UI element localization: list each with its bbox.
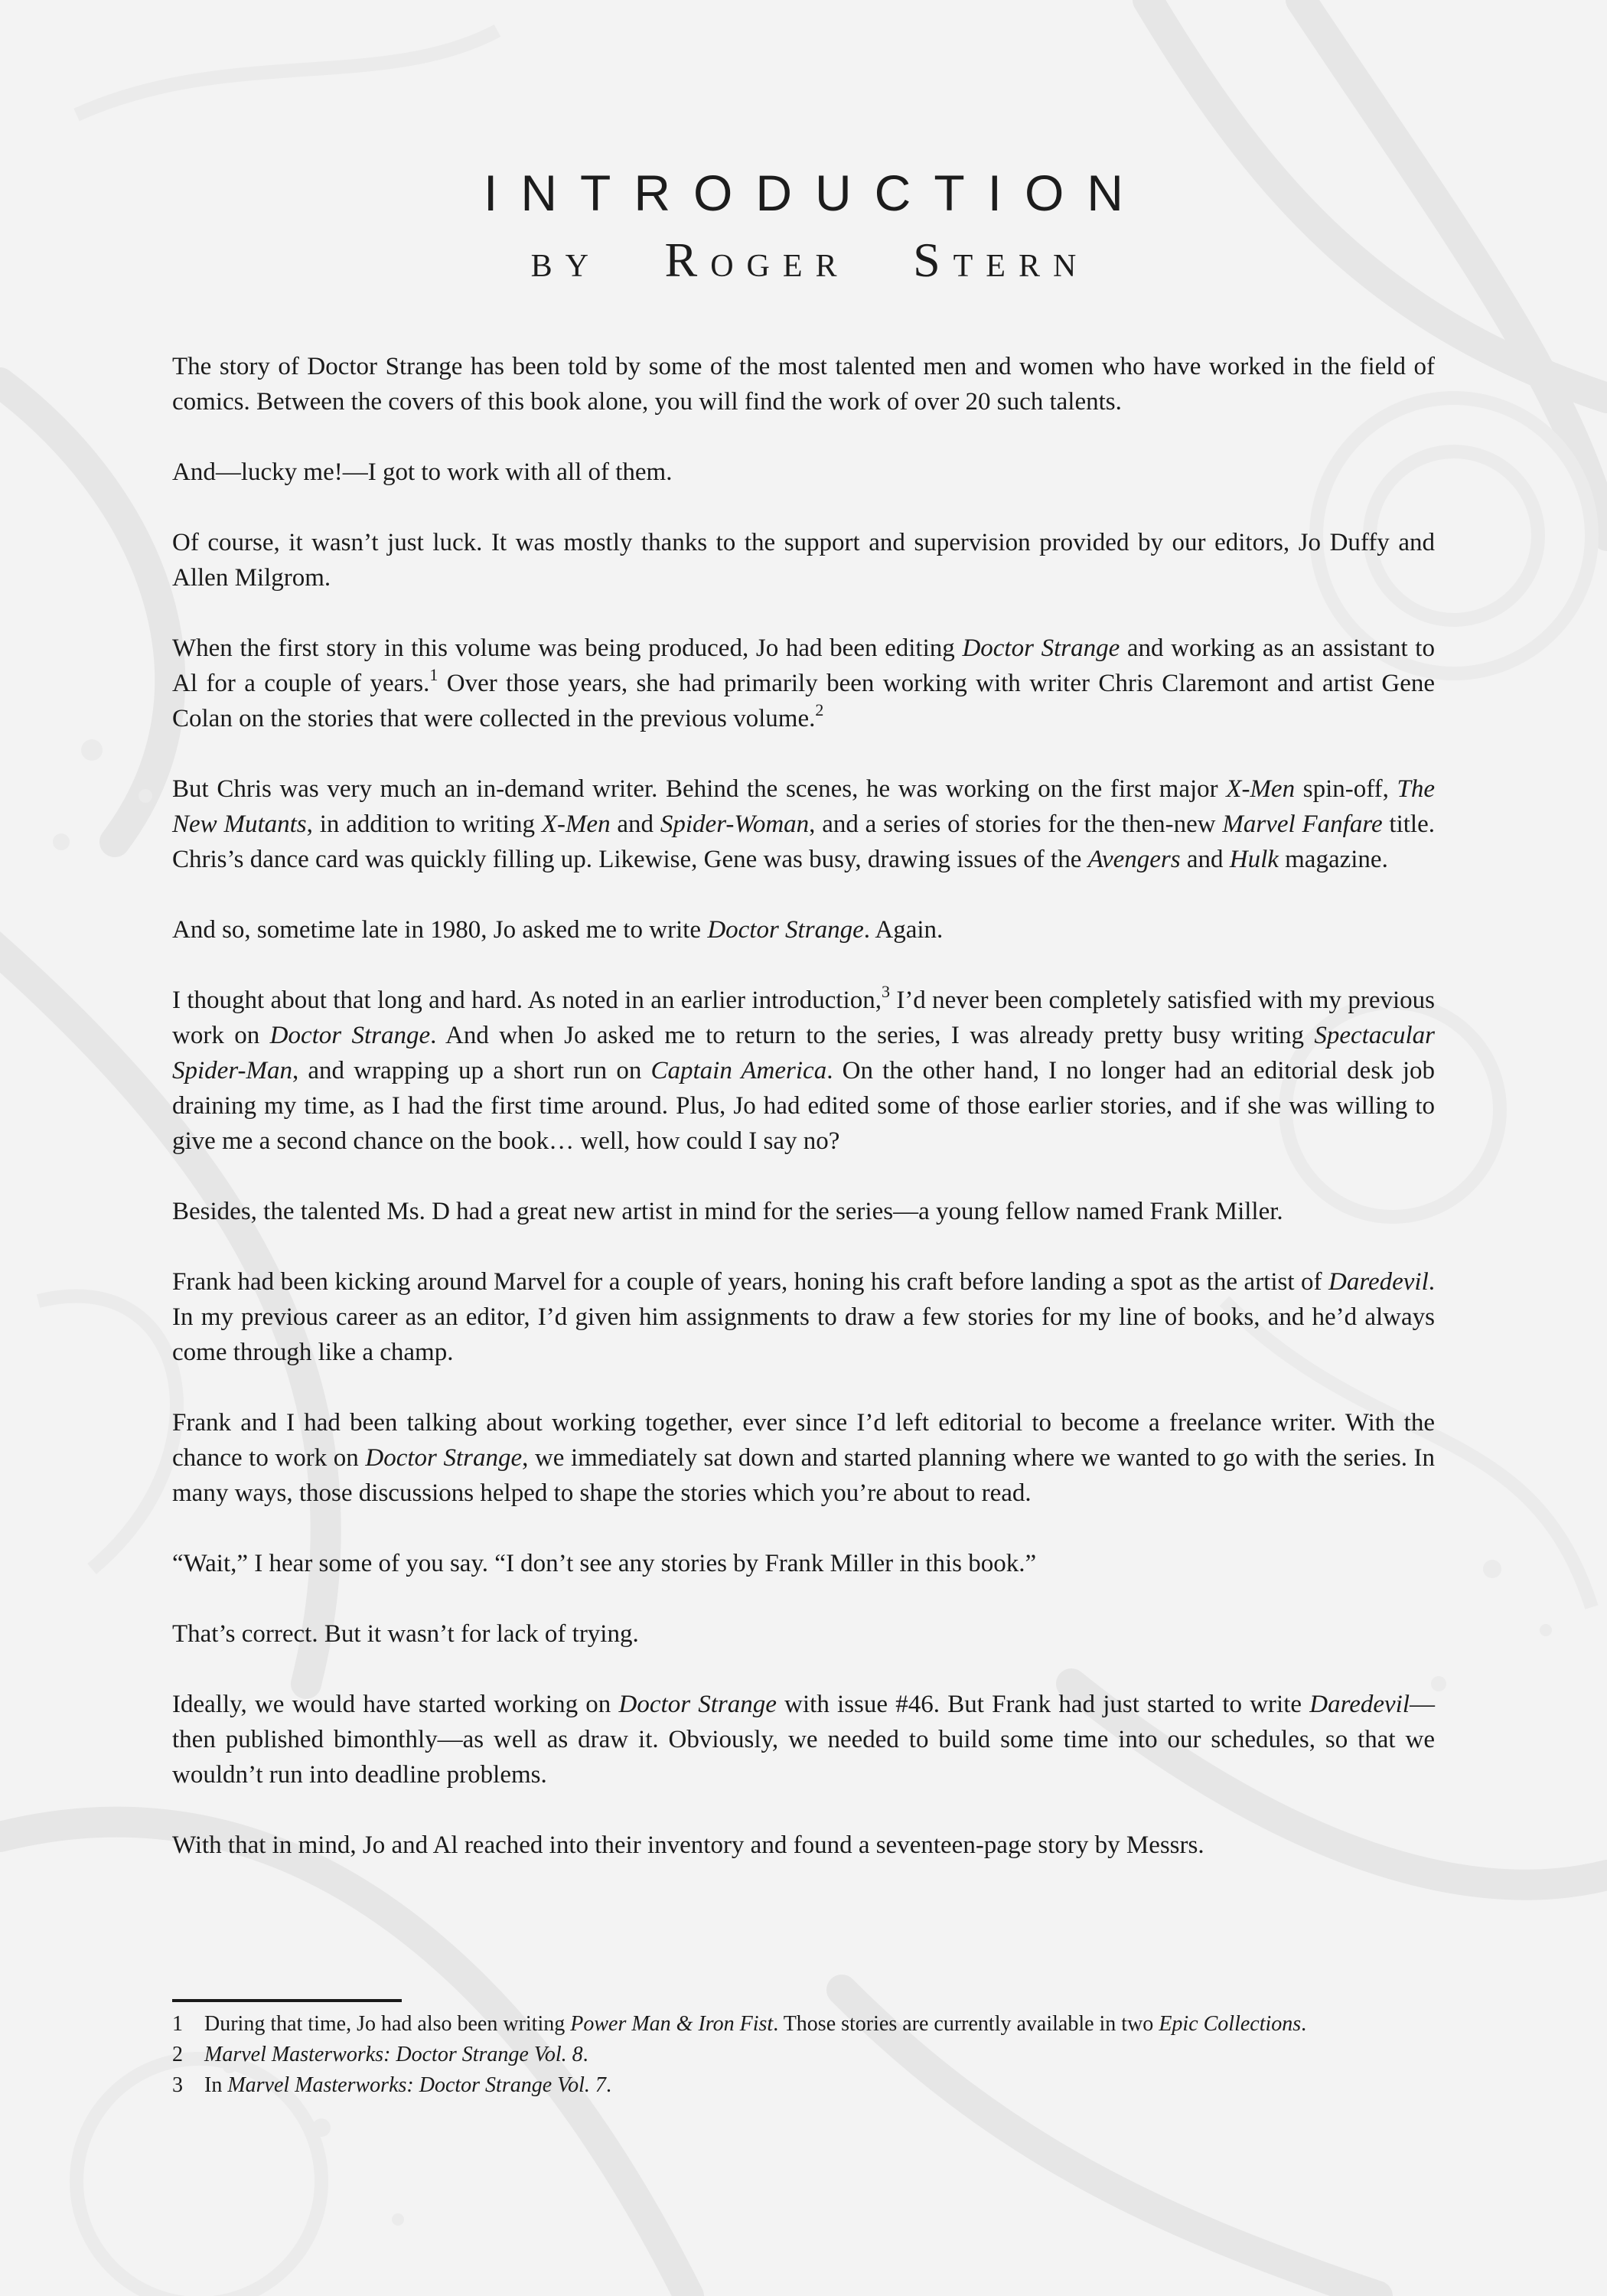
italic-title: Doctor Strange bbox=[962, 634, 1120, 662]
italic-title: Marvel Fanfare bbox=[1222, 810, 1383, 838]
italic-title: Avengers bbox=[1087, 846, 1181, 873]
paragraph-11: “Wait,” I hear some of you say. “I don’t see any stories by Frank Miller in this book.” bbox=[172, 1550, 1037, 1577]
italic-title: The New Mutants bbox=[172, 775, 1435, 838]
paragraph-3: Of course, it wasn’t just luck. It was mostly thanks to the support and supervision provided by our editors, Jo Duffy and Allen Milgrom. bbox=[172, 529, 1435, 592]
text-span: , and wrapping up a short run on bbox=[292, 1057, 651, 1084]
italic-title: Doctor Strange bbox=[707, 916, 864, 944]
italic-title: Daredevil bbox=[1328, 1268, 1429, 1296]
footnote-number: 2 bbox=[172, 2043, 183, 2066]
text-span: During that time, Jo had also been writing bbox=[204, 2012, 571, 2036]
text-span: magazine. bbox=[1278, 846, 1388, 873]
text-span: I thought about that long and hard. As noted in an earlier introduction, bbox=[172, 987, 882, 1014]
footnote-ref-3[interactable]: 3 bbox=[881, 982, 890, 1001]
text-span: Frank and I had been talking about working together, ever since I’d left editorial to become a freelance writer. With the chance to work on bbox=[172, 1409, 1435, 1472]
text-span: and working as an assistant to Al for a couple of years. bbox=[172, 634, 1435, 697]
byline-last-initial: S bbox=[913, 233, 953, 287]
italic-title: Doctor Strange bbox=[618, 1691, 777, 1718]
paragraph-8: Besides, the talented Ms. D had a great new artist in mind for the series—a young fellow named Frank Miller. bbox=[172, 1198, 1283, 1225]
footnote-divider bbox=[172, 1999, 402, 2002]
italic-title: Marvel Masterworks: Doctor Strange Vol. 7 bbox=[227, 2073, 606, 2097]
paragraph-9 bbox=[172, 1264, 1435, 1370]
paragraph-1: The story of Doctor Strange has been told by some of the most talented men and women who have worked in the field of comics. Between the covers of this book alone, you will find the work of over 20 such talents. bbox=[172, 353, 1435, 416]
text-span: In bbox=[204, 2073, 228, 2097]
italic-title: Daredevil bbox=[1309, 1691, 1410, 1718]
text-span: I’d never been completely satisfied with my previous work on bbox=[172, 987, 1435, 1049]
text-span: When the first story in this volume was being produced, Jo had been editing bbox=[172, 634, 963, 662]
footnote-text bbox=[204, 2040, 1435, 2069]
paragraph-5 bbox=[172, 771, 1435, 877]
footnote-text bbox=[204, 2071, 1435, 2100]
byline-by: BY bbox=[530, 249, 602, 284]
text-span: with issue #46. But Frank had just started to write bbox=[776, 1691, 1310, 1718]
text-span: . And when Jo asked me to return to the series, I was already pretty busy writing bbox=[430, 1022, 1315, 1049]
body-text bbox=[172, 349, 1435, 1898]
footnote-number: 3 bbox=[172, 2073, 183, 2097]
footnote-ref-2[interactable]: 2 bbox=[815, 700, 824, 719]
text-span: . bbox=[582, 2043, 588, 2066]
italic-title: Doctor Strange bbox=[365, 1444, 523, 1472]
italic-title: Spider-Woman bbox=[660, 810, 810, 838]
text-span: . bbox=[1301, 2012, 1307, 2036]
paragraph-10 bbox=[172, 1405, 1435, 1511]
paragraph-12: That’s correct. But it wasn’t for lack of trying. bbox=[172, 1620, 639, 1648]
text-span: . In my previous career as an editor, I’d given him assignments to draw a few stories for my line of books, and he’d always come through like a champ. bbox=[172, 1268, 1435, 1366]
italic-title: Power Man & Iron Fist bbox=[570, 2012, 774, 2036]
text-span: Ideally, we would have started working on bbox=[172, 1691, 619, 1718]
text-span: . On the other hand, I no longer had an editorial desk job draining my time, as I had the first time around. Plus, Jo had edited some of those earlier stories, and if she was willing to give me a second chance on the book… well, how could I say no? bbox=[172, 1057, 1435, 1155]
footnote-number: 1 bbox=[172, 2012, 183, 2036]
italic-title: Spectacular Spider-Man bbox=[172, 1022, 1435, 1084]
footnote-2 bbox=[172, 2040, 1435, 2069]
byline-first-rest: OGER bbox=[710, 249, 850, 284]
text-span: spin-off, bbox=[1295, 775, 1397, 803]
text-span: Over those years, she had primarily been working with writer Chris Claremont and artist Gene Colan on the stories that were collected in the previous volume. bbox=[172, 670, 1436, 732]
text-span: —then published bimonthly—as well as draw it. Obviously, we needed to build some time into our schedules, so that we wouldn’t run into deadline problems. bbox=[172, 1691, 1435, 1789]
italic-title: Hulk bbox=[1229, 846, 1279, 873]
italic-title: Doctor Strange bbox=[269, 1022, 431, 1049]
text-span: , in addition to writing bbox=[306, 810, 542, 838]
italic-title: X-Men bbox=[1226, 775, 1296, 803]
byline-first-initial: R bbox=[664, 233, 711, 287]
paragraph-13 bbox=[172, 1687, 1435, 1792]
text-span: But Chris was very much an in-demand writer. Behind the scenes, he was working on the first major bbox=[172, 775, 1227, 803]
text-span: Frank had been kicking around Marvel for a couple of years, honing his craft before landing a spot as the artist of bbox=[172, 1268, 1329, 1296]
italic-title: X-Men bbox=[541, 810, 611, 838]
text-span: and bbox=[610, 810, 660, 838]
page-title: INTRODUCTION bbox=[484, 165, 1146, 221]
byline bbox=[0, 233, 1607, 289]
text-span: , we immediately sat down and started planning where we wanted to go with the series. In many ways, those discussions helped to shape the stories which you’re about to read. bbox=[172, 1444, 1436, 1507]
footnote-text bbox=[204, 2010, 1435, 2039]
footnote-ref-1[interactable]: 1 bbox=[429, 665, 438, 684]
italic-title: Marvel Masterworks: Doctor Strange Vol. 8 bbox=[204, 2043, 583, 2066]
text-span: and bbox=[1180, 846, 1230, 873]
paragraph-14: With that in mind, Jo and Al reached into their inventory and found a seventeen-page story by Messrs. bbox=[172, 1831, 1204, 1859]
paragraph-4 bbox=[172, 631, 1435, 736]
paragraph-6 bbox=[172, 912, 1435, 947]
text-span: . Those stories are currently available in two bbox=[773, 2012, 1159, 2036]
paragraph-2: And—lucky me!—I got to work with all of them. bbox=[172, 458, 673, 486]
text-span: . bbox=[605, 2073, 611, 2097]
footnote-1 bbox=[172, 2010, 1435, 2039]
text-span: And so, sometime late in 1980, Jo asked me to write bbox=[172, 916, 708, 944]
italic-title: Epic Collections bbox=[1159, 2012, 1302, 2036]
paragraph-7 bbox=[172, 983, 1435, 1159]
italic-title: Captain America bbox=[650, 1057, 827, 1084]
footnotes bbox=[172, 2010, 1435, 2102]
text-span: . Again. bbox=[863, 916, 944, 944]
byline-last-rest: TERN bbox=[953, 249, 1090, 284]
footnote-3 bbox=[172, 2071, 1435, 2100]
text-span: title. Chris’s dance card was quickly filling up. Likewise, Gene was busy, drawing issues of the bbox=[172, 810, 1435, 873]
text-span: , and a series of stories for the then-new bbox=[809, 810, 1223, 838]
